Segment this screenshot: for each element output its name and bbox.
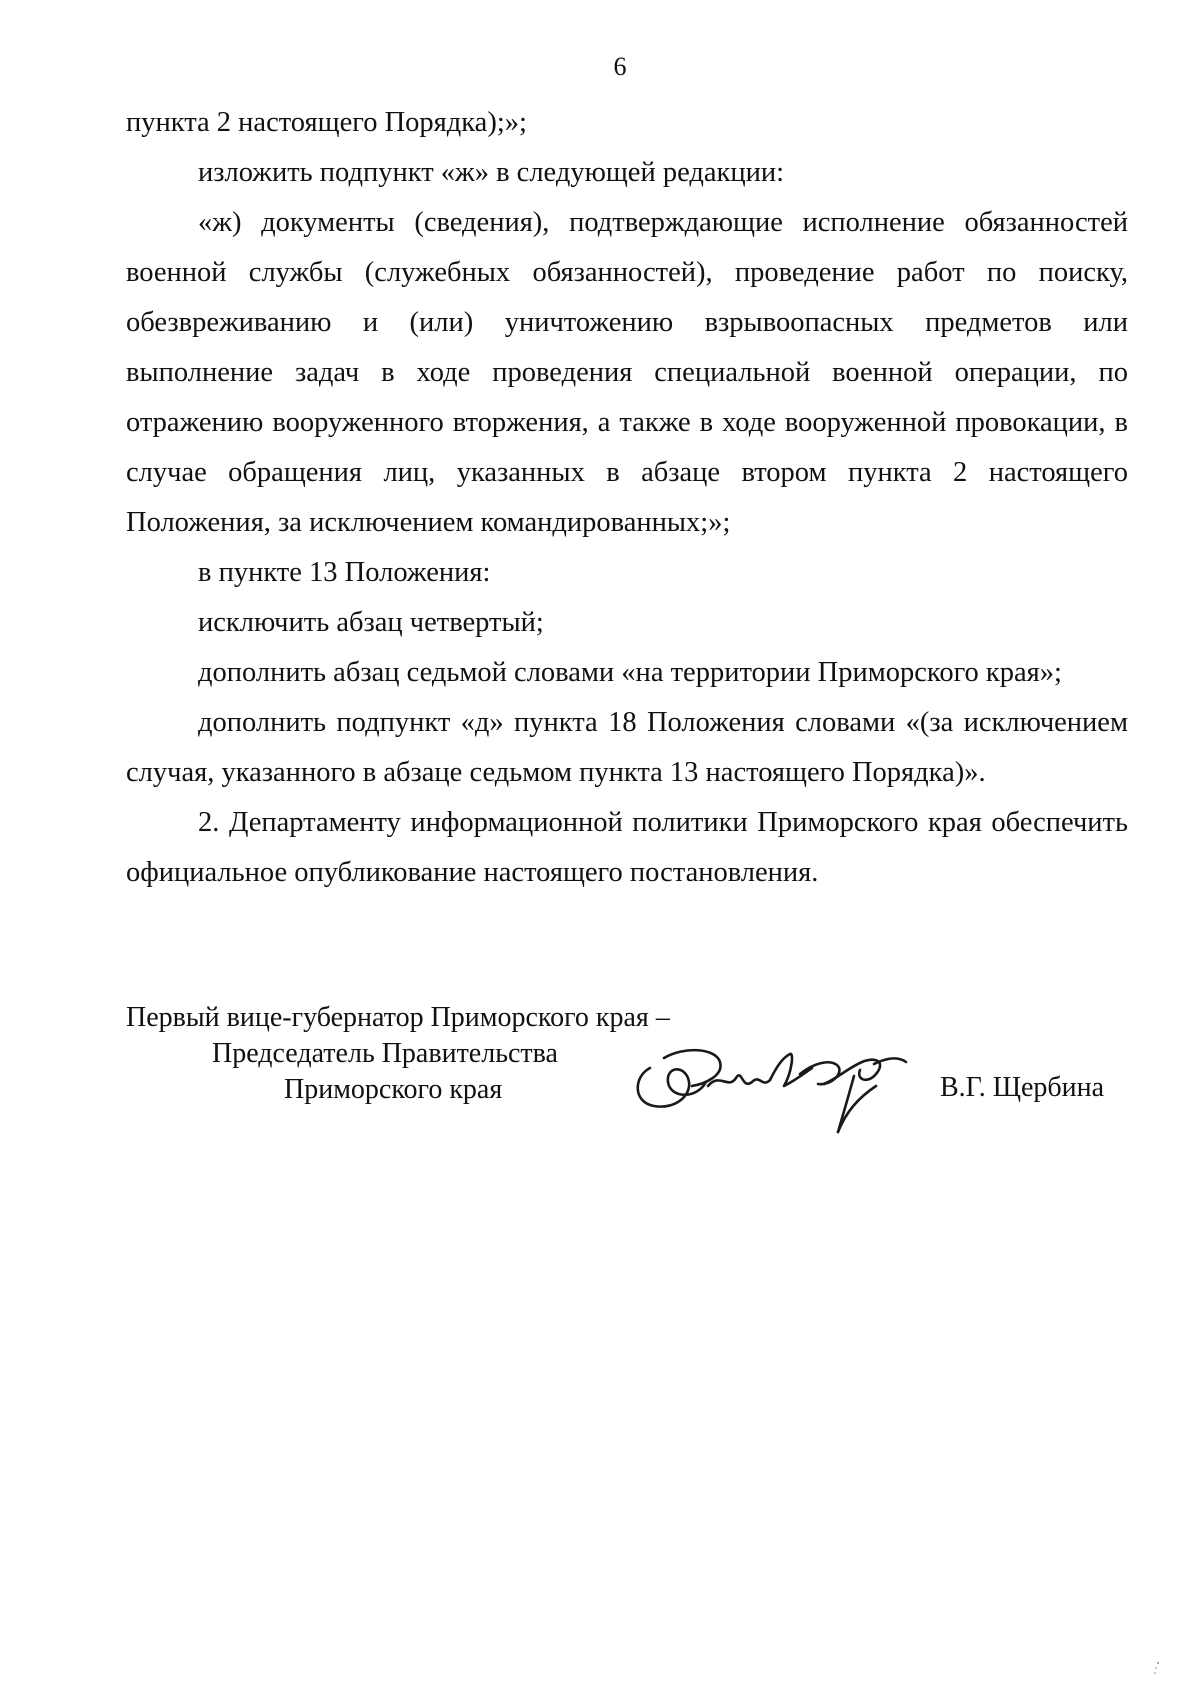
paragraph: в пункте 13 Положения: — [198, 557, 491, 588]
paragraph: исключить абзац четвертый; — [198, 607, 544, 638]
paragraph: 2. Департаменту информационной политики Приморского края обеспечить официальное опубликование настоящего постановления. — [126, 807, 1128, 888]
scan-speck-mark — [1152, 1660, 1162, 1676]
paragraph: дополнить абзац седьмой словами «на территории Приморского края»; — [198, 657, 1062, 688]
signatory-title-line: Приморского края — [284, 1074, 503, 1105]
paragraph: пункта 2 настоящего Порядка);»; — [126, 107, 527, 138]
paragraph: изложить подпункт «ж» в следующей редакции: — [198, 157, 785, 188]
signatory-name: В.Г. Щербина — [940, 1072, 1105, 1103]
signatory-title-line: Первый вице-губернатор Приморского края – — [126, 1002, 670, 1033]
paragraph: «ж) документы (сведения), подтверждающие исполнение обязанностей военной службы (служебных обязанностей), проведение работ по поиску, обезвреживанию и (или) уничтожению взрывоопасных предметов или выполнение задач в ходе проведения специальной военной операции, по отражению вооруженного вторжения, а также в ходе вооруженной провокации, в случае обращения лиц, указанных в абзаце втором пункта 2 настоящего Положения, за исключением командированных;»; — [126, 207, 1128, 538]
handwritten-signature — [624, 1028, 924, 1138]
signatory-title-line: Председатель Правительства — [212, 1038, 558, 1069]
paragraph: дополнить подпункт «д» пункта 18 Положения словами «(за исключением случая, указанного в абзаце седьмом пункта 13 настоящего Порядка)». — [126, 707, 1128, 788]
signature-block — [126, 1000, 1136, 1140]
page-number: 6 — [613, 52, 627, 81]
document-body — [126, 98, 1128, 898]
